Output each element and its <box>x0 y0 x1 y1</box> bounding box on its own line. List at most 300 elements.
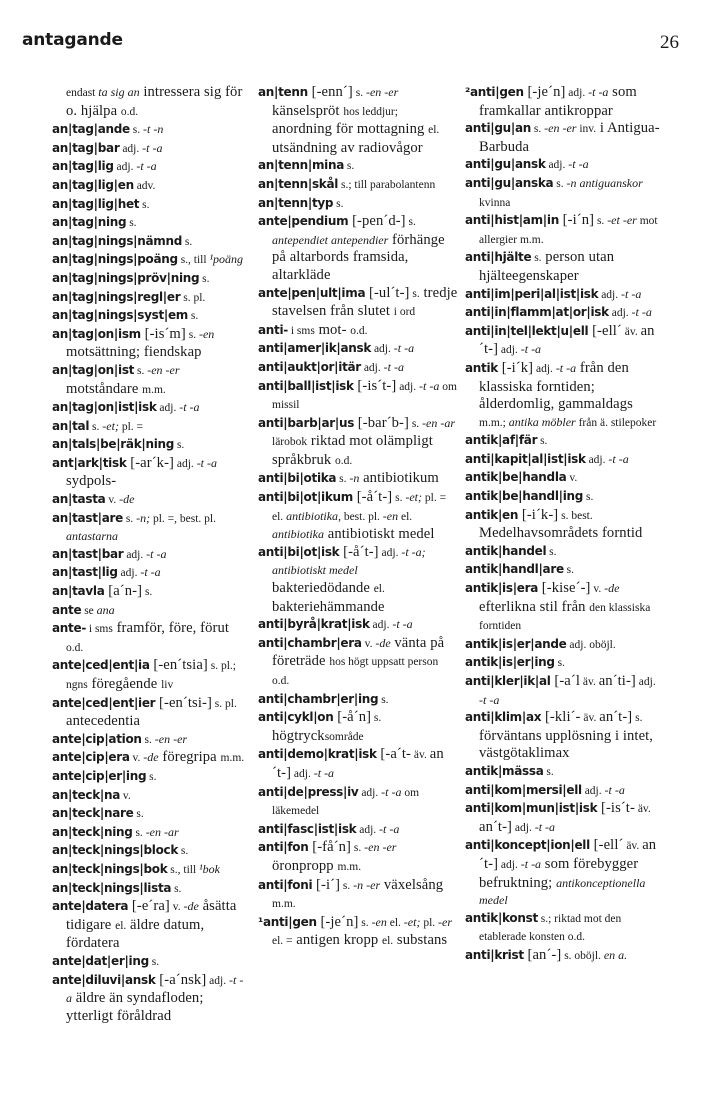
definition-text: framför, före, förut <box>112 620 230 637</box>
definition-text: an´t-] <box>272 746 444 781</box>
headword: ante|diluvi|ansk <box>52 972 156 987</box>
grammar-note: s. <box>371 712 382 725</box>
inflection-text: -en -ar <box>145 824 179 839</box>
dictionary-entry <box>465 249 661 285</box>
grammar-note: el. <box>373 583 385 596</box>
dictionary-entry <box>52 824 248 843</box>
inflection-text: -de <box>375 635 391 650</box>
headword: anti|barb|ar|us <box>258 415 355 430</box>
definition-text: [-i´k-] <box>518 506 559 523</box>
grammar-note: s. <box>142 586 153 599</box>
inflection-text: -en -er <box>364 840 397 855</box>
grammar-note: m.m.; <box>479 416 509 429</box>
dictionary-entry <box>52 657 248 694</box>
definition-text: [-ar´k-] <box>126 454 174 471</box>
definition-text: [-a´t- <box>376 746 412 763</box>
headword: antik|is|era <box>465 581 539 596</box>
inflection-text: -t -a <box>419 378 440 393</box>
headword: an|tag|nings|poäng <box>52 252 178 267</box>
definition-text: föregående <box>87 676 162 692</box>
headword: anti|bi|ot|ikum <box>258 490 353 505</box>
grammar-note: kvinna <box>479 196 511 209</box>
dictionary-entry <box>465 175 661 212</box>
definition-text: [-pen´d-] <box>348 213 406 230</box>
grammar-note: el. <box>398 510 413 523</box>
definition-text: bakteriehämmande <box>272 598 385 615</box>
dictionary-entry <box>52 436 248 455</box>
headword: an|tast|lig <box>52 565 118 580</box>
headword: an|tal <box>52 418 90 433</box>
dictionary-entry <box>465 432 661 451</box>
definition-text: [-å´t-] <box>352 489 393 506</box>
inflection-text: -en -er <box>154 731 188 746</box>
dictionary-entry <box>258 839 458 876</box>
grammar-note: om läkemedel <box>272 786 420 818</box>
grammar-note: v. <box>566 472 578 485</box>
grammar-note: s. pl. <box>211 697 237 710</box>
definition-text: [-a´l <box>550 673 580 689</box>
dictionary-entry <box>258 322 458 341</box>
grammar-note: s. <box>139 198 150 211</box>
headword: an|tenn|mina <box>258 158 345 173</box>
grammar-note: pl. =, best. pl. <box>150 512 216 525</box>
grammar-note: adj. <box>371 343 394 356</box>
grammar-note: m.m. <box>272 898 296 911</box>
grammar-note: s. <box>122 512 137 525</box>
dictionary-entry <box>52 121 248 140</box>
headword: an|teck|na <box>52 787 121 802</box>
grammar-note: adj. <box>565 87 589 99</box>
definition-text: mot- <box>314 321 351 338</box>
grammar-note: s. <box>351 842 365 855</box>
inflection-text: ¹poäng <box>209 252 244 267</box>
inflection-text: -t -a <box>142 140 163 155</box>
inflection-text: -t -a <box>604 782 625 797</box>
grammar-note: s. <box>408 417 423 430</box>
definition-text: [-kli´- <box>541 709 581 726</box>
headword: anti|chambr|er|ing <box>258 691 379 706</box>
dictionary-entry <box>465 763 661 782</box>
inflection-text: antibiotika <box>272 527 324 542</box>
grammar-note: s. <box>336 473 350 486</box>
headword: ant|ark|tisk <box>52 455 127 470</box>
inflection-text: -t -a <box>393 341 415 356</box>
definition-text: från den klassiska forntiden; ålderdomlig, gammaldags <box>479 359 633 413</box>
grammar-note: den klassiska forntiden <box>479 601 651 633</box>
dictionary-entry <box>52 418 248 437</box>
inflection-text: -t -a <box>479 692 500 707</box>
inflection-text: -t -a <box>66 972 244 1006</box>
inflection-text: -de <box>119 492 135 507</box>
grammar-note: s. <box>531 123 545 136</box>
grammar-note: s. <box>358 916 372 929</box>
definition-text: [an´-] <box>523 946 562 963</box>
grammar-note: s. best. <box>558 509 593 522</box>
grammar-note: adj. <box>291 767 314 780</box>
grammar-note: äv. <box>623 840 643 853</box>
dictionary-entry <box>52 158 248 177</box>
grammar-note: s. <box>171 882 182 895</box>
dictionary-entry <box>258 415 458 471</box>
inflection-text: -t -a <box>621 286 642 301</box>
grammar-note: v. <box>169 901 184 914</box>
grammar-note: adj. <box>360 361 384 374</box>
grammar-note: s. <box>148 955 160 968</box>
headword: antik|af|fär <box>465 433 538 448</box>
grammar-note: lärobok <box>272 436 308 449</box>
inflection-text: -en -er <box>365 85 399 99</box>
headword: an|tag|nings|nämnd <box>52 233 183 248</box>
definition-text: [-is´t- <box>597 800 635 817</box>
grammar-note: adj. <box>123 548 147 561</box>
headword: an|teck|nings|bok <box>52 861 168 876</box>
dictionary-entry <box>258 157 458 176</box>
definition-text: [-is´m] <box>140 325 186 342</box>
definition-text: [-is´t-] <box>353 377 397 394</box>
inflection-text: -de <box>604 581 620 596</box>
dictionary-entry <box>465 120 661 156</box>
inflection-text: -t -a <box>534 819 556 834</box>
inflection-text: -t -a <box>196 455 218 470</box>
grammar-note: s. <box>537 435 548 448</box>
headword: an|tenn|skål <box>258 176 339 191</box>
grammar-note: s. <box>378 693 389 706</box>
definition-text: föregripa <box>158 749 221 766</box>
dictionary-entry <box>52 583 248 602</box>
headword: an|teck|nare <box>52 806 134 821</box>
grammar-note: adj. <box>378 546 402 559</box>
definition-text: [-ul´t-] <box>365 284 410 301</box>
inflection-text: -n <box>349 471 360 486</box>
definition-text: efterlikna stil från <box>479 598 590 615</box>
headword: ante- <box>52 621 86 636</box>
definition-text: utsändning av radiovågor <box>272 139 423 156</box>
dictionary-entry <box>465 451 661 470</box>
inflection-text: -en -er <box>544 121 577 136</box>
grammar-note: adj. <box>206 974 229 987</box>
grammar-note: s. pl. <box>180 291 206 304</box>
headword: an|tag|ande <box>52 122 130 137</box>
headword: antik|be|handla <box>465 470 567 485</box>
definition-text: person utan hjälteegenskaper <box>479 249 615 284</box>
headword: ante|ced|ent|ier <box>52 695 156 710</box>
grammar-note: o.d. <box>66 641 84 654</box>
dictionary-entry <box>52 326 248 362</box>
dictionary-entry <box>52 768 248 787</box>
definition-text: motståndare <box>66 380 143 397</box>
grammar-note: adj. <box>356 823 380 836</box>
headword: antik|is|er|ing <box>465 655 555 670</box>
definition-text: anordning för mottagning <box>272 121 429 138</box>
dictionary-entry <box>258 784 458 821</box>
headword: an|tag|nings|pröv|ning <box>52 270 200 285</box>
dictionary-entry <box>258 470 458 489</box>
dictionary-entry <box>258 84 458 157</box>
dictionary-entry <box>258 691 458 710</box>
headword: anti|ball|ist|isk <box>258 378 354 393</box>
grammar-note: pl. = <box>118 420 143 433</box>
dictionary-entry <box>465 837 661 909</box>
grammar-note: i sms <box>86 623 113 636</box>
headword: ante|pendium <box>258 214 349 229</box>
inflection-text: -et; <box>102 418 119 433</box>
grammar-note: om missil <box>272 380 457 412</box>
headword: anti|kom|mersi|ell <box>465 782 582 797</box>
running-header-word: antagande <box>22 30 123 50</box>
grammar-note: se <box>81 604 97 617</box>
dictionary-entry <box>258 285 458 322</box>
headword: anti|gu|ansk <box>465 157 546 172</box>
inflection-text: ana <box>96 602 115 617</box>
grammar-note: o.d. <box>120 105 139 118</box>
headword: an|tavla <box>52 584 105 599</box>
definition-text: åsätta tidigare <box>66 898 237 933</box>
dictionary-entry <box>52 620 248 657</box>
headword: antik|handel <box>465 543 547 558</box>
grammar-note: s. <box>594 215 608 228</box>
inflection-text: -en <box>198 326 215 341</box>
grammar-note: s. <box>553 177 567 190</box>
inflection-text: -t -a; antibiotiskt medel <box>272 544 426 578</box>
dictionary-entry <box>52 953 248 972</box>
grammar-note: s. <box>632 712 643 725</box>
dictionary-entry <box>465 561 661 580</box>
definition-text: an´t-] <box>479 322 655 358</box>
grammar-note: s. <box>405 216 416 229</box>
definition-text: känselspröt <box>272 102 344 119</box>
inflection-text: -de <box>143 750 159 765</box>
grammar-note: inv. <box>576 123 597 136</box>
dictionary-entry <box>258 340 458 359</box>
definition-text: [-i´n] <box>558 212 595 229</box>
headword: antik|be|handl|ing <box>465 489 584 504</box>
headword: anti|im|peri|al|ist|isk <box>465 286 599 301</box>
dictionary-entry <box>258 378 458 415</box>
headword: anti|foni <box>258 877 313 892</box>
dictionary-entry <box>258 213 458 284</box>
headword: anti|kapit|al|ist|isk <box>465 451 586 466</box>
grammar-note: adj. <box>369 619 393 632</box>
headword: anti|cykl|on <box>258 710 334 725</box>
grammar-note: äv. <box>579 676 599 688</box>
inflection-text: -t -a <box>608 451 629 466</box>
headword: anti|kler|ik|al <box>465 674 551 688</box>
grammar-note: adj. <box>358 786 382 799</box>
dictionary-entry <box>465 709 661 763</box>
dictionary-entry <box>465 543 661 562</box>
grammar-note: s.; till parabolantenn <box>338 178 436 191</box>
definition-text: förväntans upplösning i intet, västgötaklimax <box>479 727 654 762</box>
grammar-note: s. <box>182 235 193 248</box>
headword: ²anti|gen <box>465 85 524 99</box>
grammar-note: s. <box>146 770 157 783</box>
grammar-note: o.d. <box>350 324 368 337</box>
dictionary-column-1 <box>52 84 248 1025</box>
headword: an|tag|on|ist|isk <box>52 400 157 415</box>
definition-text: antibiotiskt medel <box>324 526 435 543</box>
grammar-note: i sms <box>287 324 315 337</box>
inflection-text: antependiet antependier <box>272 232 389 247</box>
grammar-note: endast <box>66 87 99 99</box>
dictionary-entry <box>52 214 248 233</box>
grammar-note: v. <box>590 583 605 596</box>
grammar-note: s. <box>89 420 103 433</box>
inflection-text: -en -ar <box>422 415 456 430</box>
grammar-note: s. <box>531 252 542 265</box>
dictionary-entry <box>52 546 248 565</box>
grammar-note: s. <box>174 439 185 452</box>
dictionary-entry <box>465 580 661 636</box>
inflection-text: -t -a <box>383 359 404 374</box>
headword: an|tag|nings|syst|em <box>52 308 189 323</box>
inflection-text: -er <box>438 914 453 929</box>
dictionary-entry <box>465 286 661 305</box>
grammar-note: adj. <box>512 821 535 834</box>
dictionary-column-3 <box>465 84 661 966</box>
dictionary-entry <box>52 491 248 510</box>
definition-text: antecedentia <box>66 713 141 730</box>
grammar-note: m.m. <box>142 383 166 396</box>
dictionary-entry <box>52 289 248 308</box>
dictionary-entry <box>52 196 248 215</box>
inflection-text: -de <box>183 899 199 914</box>
definition-text: bakteriedödande <box>272 580 374 597</box>
dictionary-entry <box>258 616 458 635</box>
grammar-note: i ord <box>393 306 416 319</box>
headword: an|tasta <box>52 492 106 507</box>
grammar-note: s. <box>352 87 366 99</box>
grammar-note: el. <box>115 919 127 932</box>
inflection-text: -t -a <box>136 159 157 174</box>
dictionary-entry <box>465 212 661 249</box>
dictionary-entry <box>258 635 458 691</box>
headword: an|tast|bar <box>52 546 124 561</box>
inflection-text: -t -a <box>568 157 589 172</box>
definition-text: [-i´k] <box>497 359 534 376</box>
headword: anti|klim|ax <box>465 710 542 725</box>
grammar-note: adj. <box>117 567 141 580</box>
dictionary-entry <box>52 270 248 289</box>
grammar-note: s. <box>409 287 420 300</box>
headword: anti|demo|krat|isk <box>258 747 377 762</box>
definition-text: an´t-] <box>479 818 513 835</box>
inflection-text: en a. <box>603 947 628 962</box>
grammar-note: pl. = el. <box>272 492 447 523</box>
grammar-note: adj. <box>585 453 609 466</box>
page-number: 26 <box>660 32 679 53</box>
grammar-note: s. <box>340 879 354 892</box>
headword: an|tast|are <box>52 510 123 525</box>
headword: an|teck|nings|block <box>52 843 179 858</box>
dictionary-entry <box>465 947 661 966</box>
headword: anti|gu|anska <box>465 175 554 190</box>
definition-text: antibiotikum <box>359 470 439 487</box>
grammar-note: s. oböjl. <box>561 949 604 962</box>
headword: ante|datera <box>52 899 129 914</box>
grammar-note: s. <box>141 733 155 746</box>
definition-text: intressera sig för o. hjälpa <box>66 84 243 119</box>
dictionary-entry <box>465 782 661 801</box>
definition-text: [-i´] <box>312 876 341 893</box>
inflection-text: -t -a <box>379 821 400 836</box>
grammar-note: v. <box>105 494 120 507</box>
headword: ante|pen|ult|ima <box>258 285 366 300</box>
dictionary-entry <box>465 800 661 837</box>
definition-text: [-en´tsi-] <box>155 694 212 711</box>
dictionary-entry <box>465 910 661 947</box>
inflection-text: -t -a <box>392 617 413 632</box>
inflection-text: antikonceptionella medel <box>479 875 646 908</box>
grammar-note: , best. pl. <box>338 510 383 523</box>
headword: an|tag|bar <box>52 140 120 155</box>
grammar-note: mot allergier m.m. <box>479 215 658 246</box>
definition-text: antigen kropp <box>292 932 382 949</box>
headword: ante|cip|era <box>52 750 130 765</box>
grammar-note: adj. oböjl. <box>566 638 616 651</box>
grammar-note: el. <box>382 935 394 948</box>
headword: anti|de|press|iv <box>258 784 359 799</box>
grammar-note: s. <box>392 492 406 505</box>
definition-text: [-ell´ <box>588 322 622 339</box>
grammar-note: el. = <box>272 935 293 948</box>
dictionary-entry <box>465 636 661 655</box>
headword: an|tag|lig|het <box>52 196 140 211</box>
dictionary-entry <box>465 360 661 432</box>
grammar-note: s. <box>129 124 144 137</box>
definition-text: motsättning; fiendskap <box>66 344 202 361</box>
grammar-note: hos leddjur; <box>343 105 398 118</box>
definition-text: [-a´nsk] <box>155 971 207 988</box>
grammar-note: adj. <box>156 402 180 415</box>
grammar-note: s. <box>132 826 146 839</box>
dictionary-entry <box>52 731 248 750</box>
grammar-note: s. <box>133 808 144 821</box>
definition-text: äldre datum, fördatera <box>66 916 205 952</box>
grammar-note: sområde <box>324 730 364 743</box>
headword: an|tag|lig|en <box>52 177 134 192</box>
grammar-note: s. <box>333 197 344 210</box>
definition-text: [-ell´ <box>589 837 624 854</box>
grammar-note: m.m. <box>220 752 245 765</box>
grammar-note: s. <box>185 328 199 341</box>
grammar-note: äv. <box>580 712 600 725</box>
headword: ante|ced|ent|ia <box>52 658 150 673</box>
grammar-note: s., till <box>167 863 200 876</box>
grammar-note: s. <box>188 310 199 323</box>
grammar-note: adj. <box>598 288 622 301</box>
dictionary-entry <box>52 861 248 880</box>
inflection-text: -en <box>382 508 399 523</box>
dictionary-entry <box>52 842 248 861</box>
inflection-text: -t -a <box>140 565 161 580</box>
inflection-text: -en -er <box>147 362 180 377</box>
grammar-note: s. <box>563 564 575 577</box>
headword: ante <box>52 602 82 617</box>
grammar-note: s. <box>554 657 565 670</box>
grammar-note: adj. <box>608 307 632 320</box>
headword: antik|is|er|ande <box>465 636 567 651</box>
headword: ¹anti|gen <box>258 914 317 929</box>
definition-text: äldre än syndafloden; ytterligt föråldrad <box>66 990 204 1024</box>
dictionary-entry <box>52 898 248 953</box>
grammar-note: s. <box>344 160 355 173</box>
dictionary-entry <box>465 507 661 543</box>
definition-text: [-å´n] <box>333 709 372 726</box>
headword: anti|gu|an <box>465 121 532 136</box>
headword: antik|konst <box>465 910 538 925</box>
grammar-note: pl. <box>420 916 439 929</box>
definition-text: vänta på företräde <box>272 634 445 670</box>
